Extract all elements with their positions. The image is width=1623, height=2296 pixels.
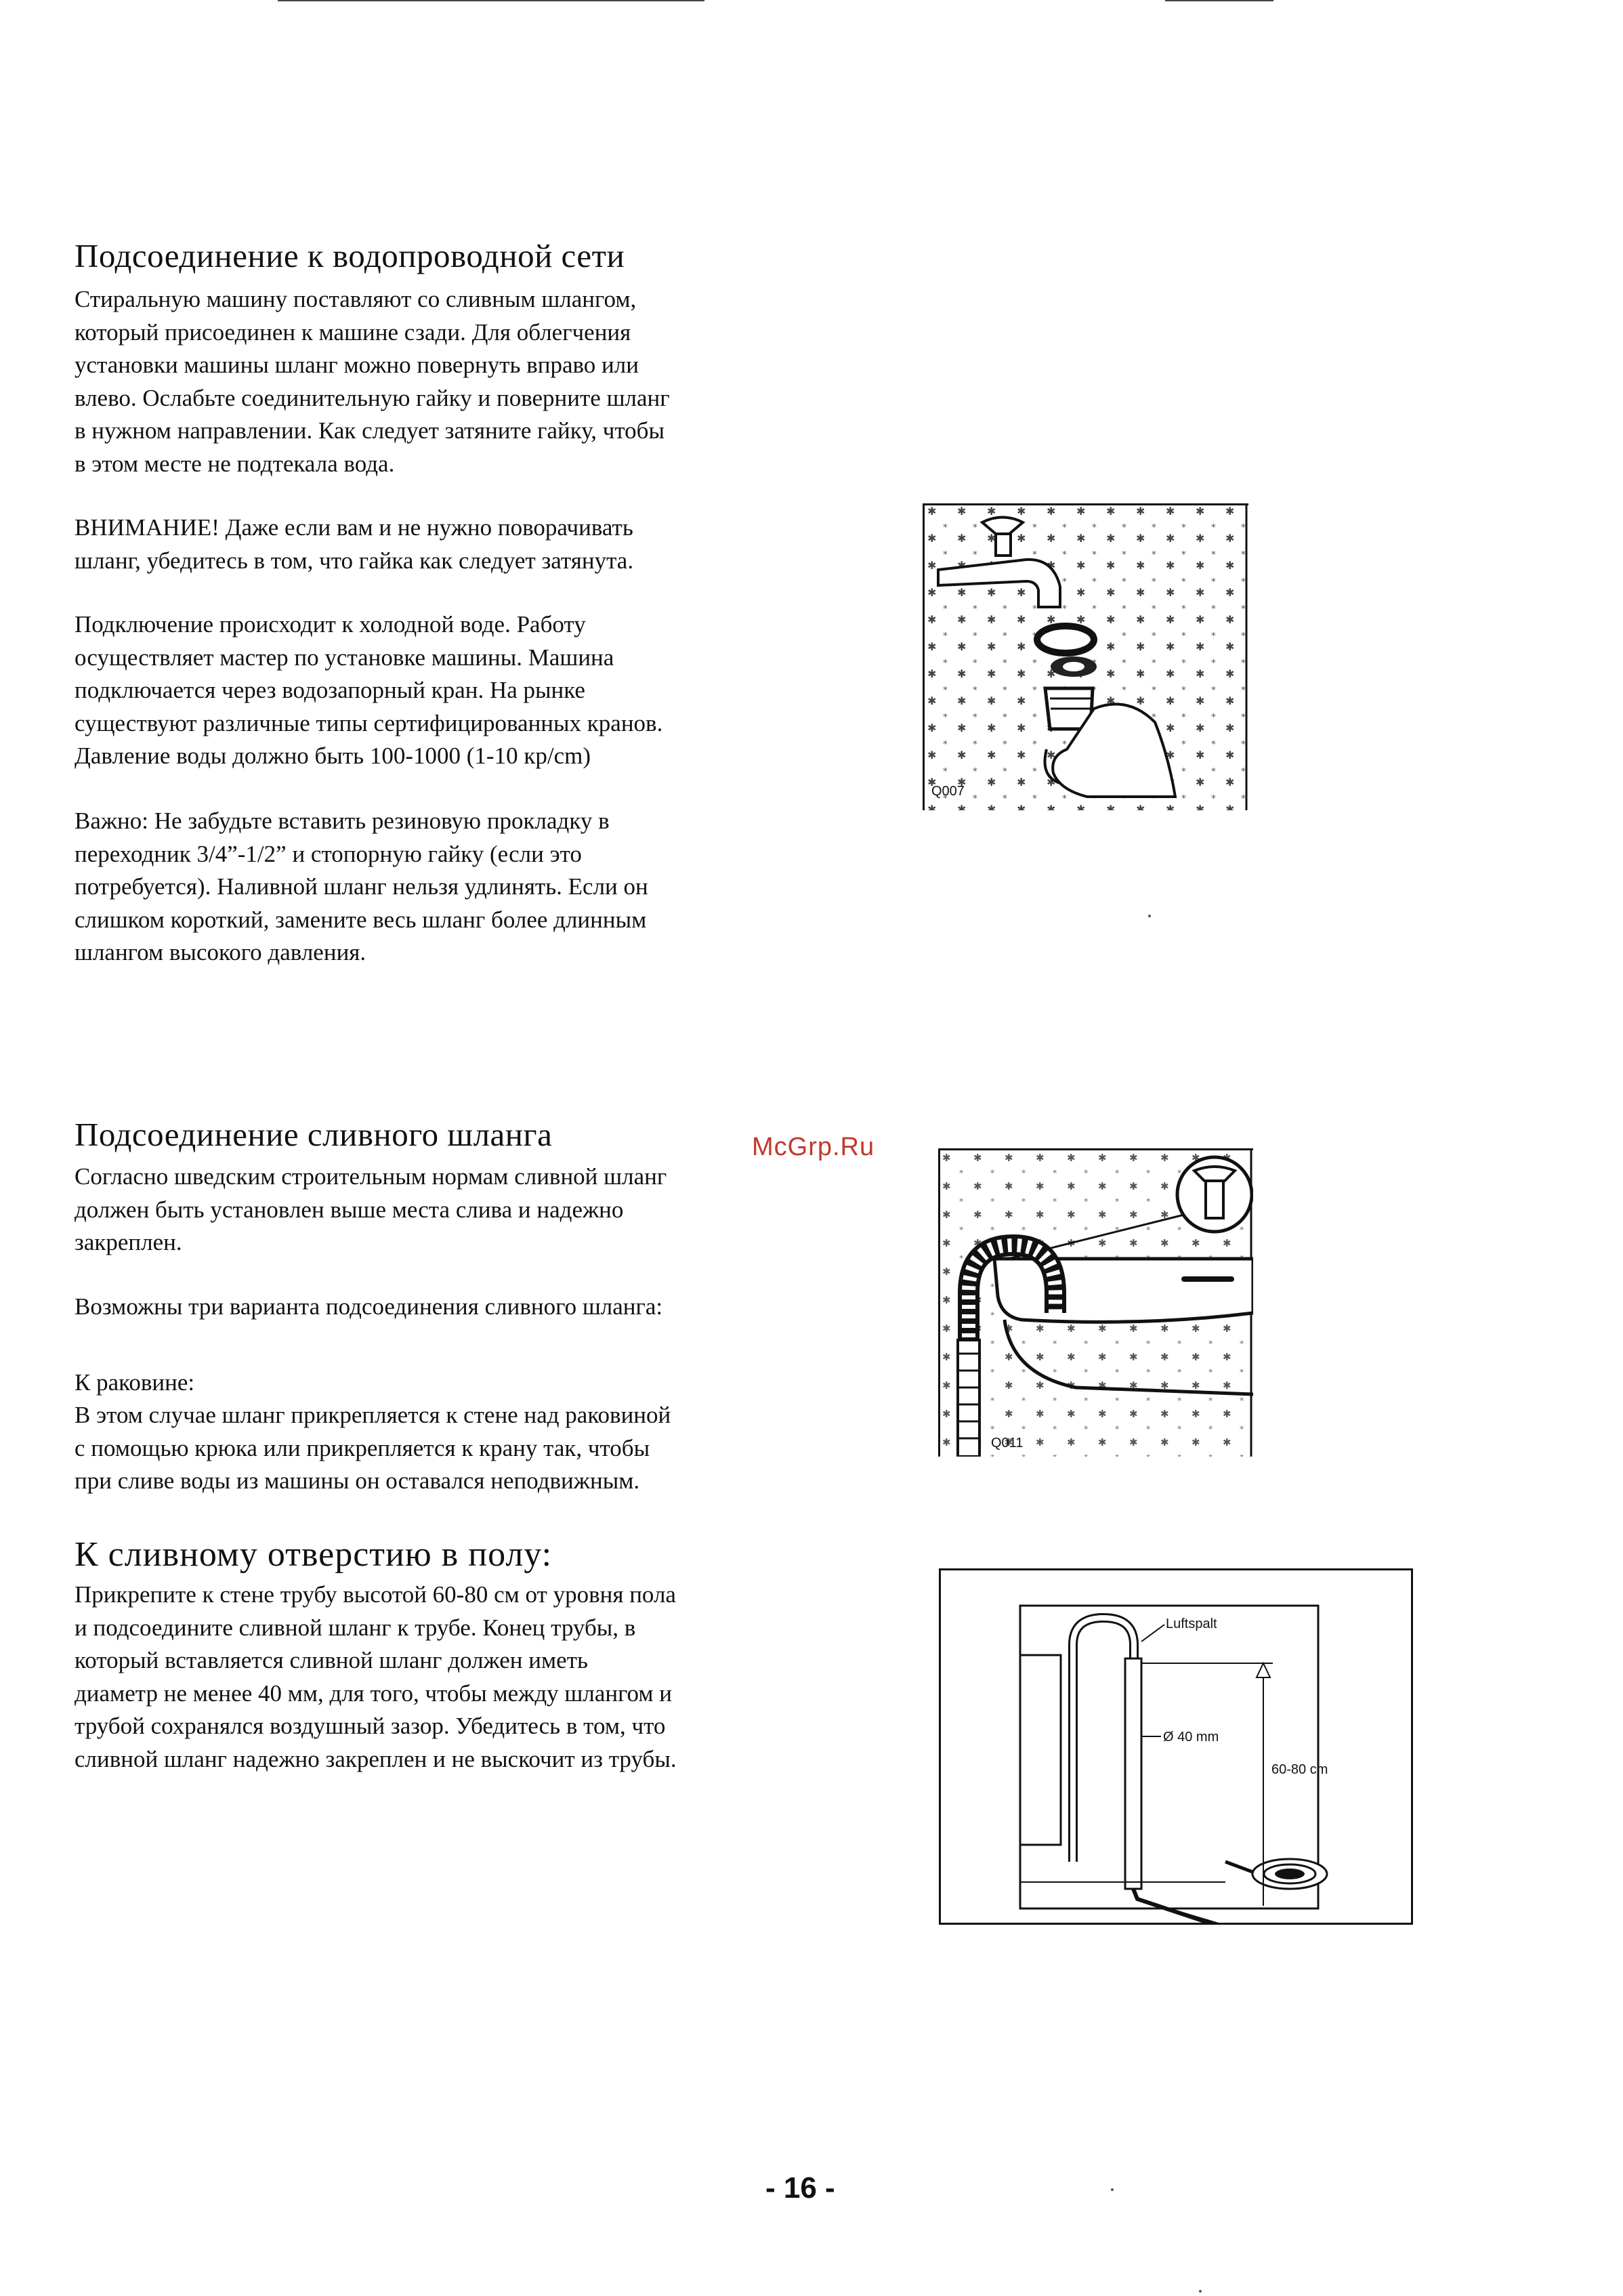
sink-figure-code: Q011 xyxy=(991,1436,1024,1450)
faucet-figure-code: Q007 xyxy=(931,784,965,799)
scan-speck xyxy=(1148,915,1151,917)
section-heading-floor-drain: К сливному отверстию в полу: xyxy=(75,1535,553,1574)
page-number: - 16 - xyxy=(765,2171,835,2205)
section-heading-water-supply: Подсоединение к водопроводной сети xyxy=(75,237,625,274)
floor-drain-paragraph: Прикрепите к стене трубу высотой 60-80 см от уровня пола и подсоедините сливной шланг к трубе. Конец трубы, в который вставляется сливной шланг должен иметь диаметр не менее 40 мм, для того, чтобы между шлангом и трубой сохранялся воздушный зазор. Убедитесь в том, что сливной шланг надежно закреплен и не выскочит из трубы. xyxy=(75,1581,677,1772)
water-supply-paragraph-1: Стиральную машину поставляют со сливным шлангом, который присоединен к машине сзади. Для облегчения установки машины шланг можно повернуть вправо или влево. Ослабьте соединительную гайку и поверните шланг в нужном направлении. Как следует затяните гайку, чтобы в этом месте не подтекала вода. xyxy=(75,286,670,477)
faucet-connection-figure xyxy=(923,503,1248,810)
top-rule-left xyxy=(278,0,704,1)
water-supply-paragraph-4: Важно: Не забудьте вставить резиновую прокладку в переходник 3/4”-1/2” и стопорную гайку (если это потребуется). Наливной шланг нельзя удлинять. Если он слишком короткий, замените весь шланг более длинным шлангом высокого давления. xyxy=(75,808,648,965)
height-label: 60-80 cm xyxy=(1271,1762,1328,1777)
scan-speck xyxy=(1199,2290,1202,2293)
floor-drain-figure xyxy=(939,1568,1413,1925)
section-heading-drain-hose: Подсоединение сливного шланга xyxy=(75,1116,553,1153)
drain-hose-paragraph-1: Согласно шведским строительным нормам сливной шланг должен быть установлен выше места слива и надежно закреплен. xyxy=(75,1163,667,1255)
sink-option-title: К раковине: xyxy=(75,1369,195,1396)
top-rule-right xyxy=(1165,0,1273,1)
drain-hose-paragraph-2: Возможны три варианта подсоединения сливного шланга: xyxy=(75,1293,663,1320)
sink-hook-figure xyxy=(938,1148,1253,1457)
watermark: McGrp.Ru xyxy=(752,1133,875,1161)
air-gap-label: Luftspalt xyxy=(1166,1616,1217,1631)
water-supply-paragraph-3: Подключение происходит к холодной воде. Работу осуществляет мастер по установке машины. Машина подключается через водозапорный кран. На рынке существуют различные типы сертифицированных кранов. Давление воды должно быть 100-1000 (1-10 кр/cm) xyxy=(75,611,663,769)
sink-option-paragraph: В этом случае шланг прикрепляется к стене над раковиной с помощью крюка или прикрепляется к крану так, чтобы при сливе воды из машины он оставался неподвижным. xyxy=(75,1402,671,1494)
diameter-label: Ø 40 mm xyxy=(1163,1730,1219,1745)
scan-speck xyxy=(1111,2188,1114,2191)
water-supply-paragraph-2: ВНИМАНИЕ! Даже если вам и не нужно поворачивать шланг, убедитесь в том, что гайка как следует затянута. xyxy=(75,514,634,574)
